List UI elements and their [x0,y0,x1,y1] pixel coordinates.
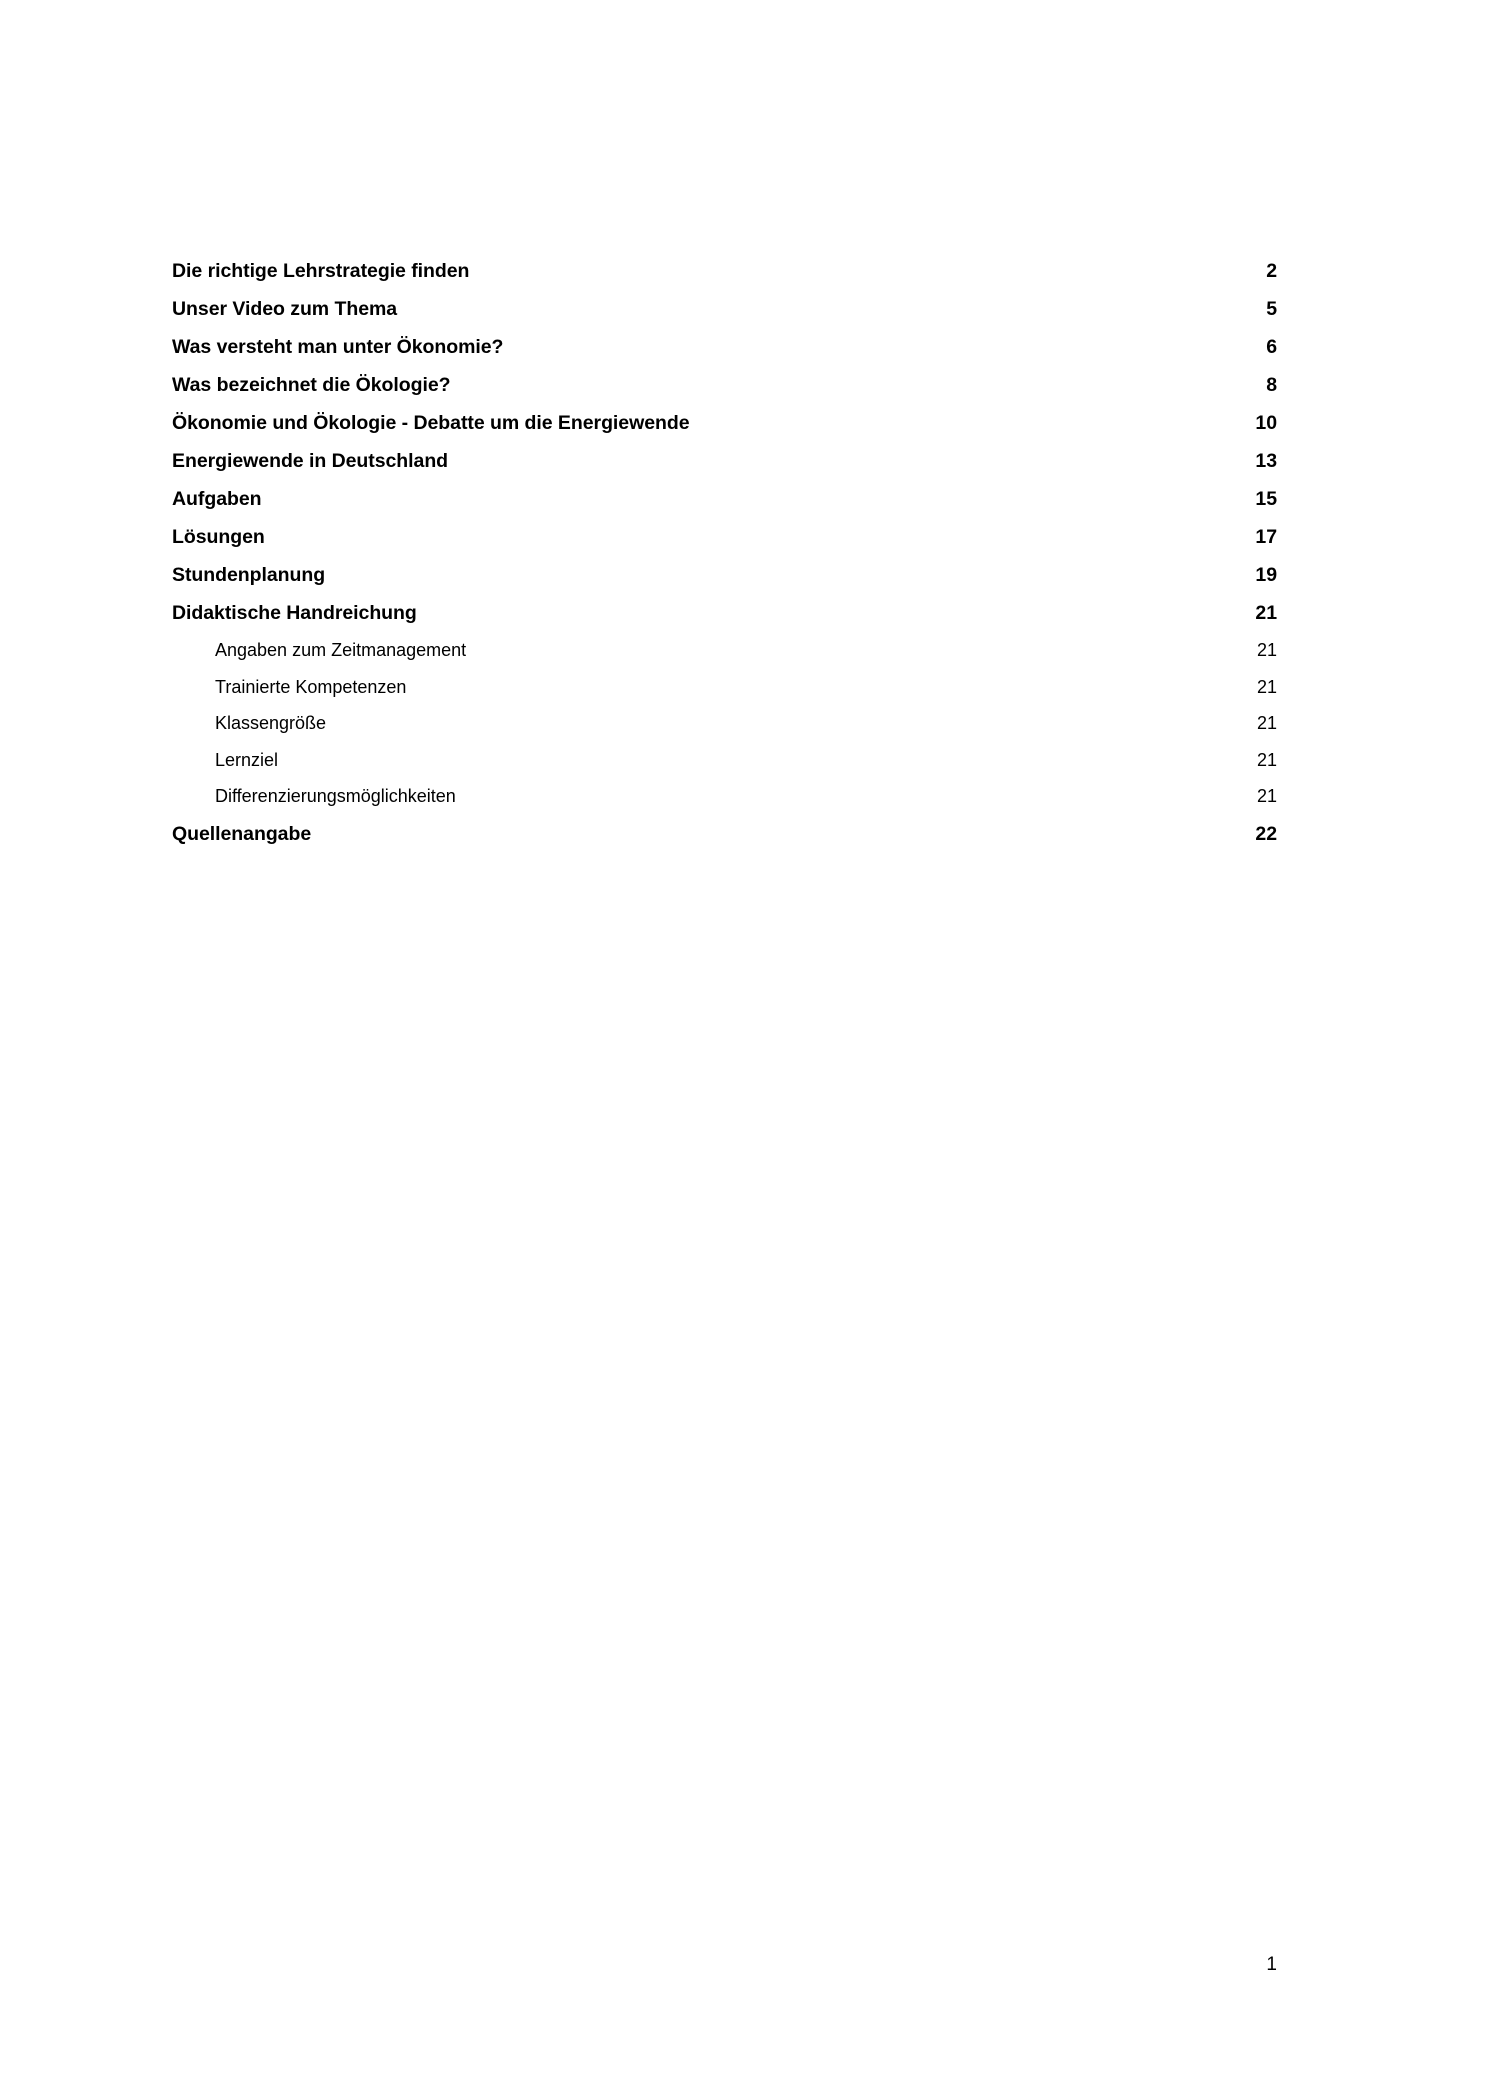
toc-entry[interactable] [172,632,1277,669]
toc-entry-label: Didaktische Handreichung [172,602,417,624]
toc-dot-leader [469,258,1264,278]
toc-dot-leader [690,410,1248,430]
toc-dot-leader [406,675,1249,693]
toc-entry[interactable] [172,518,1277,556]
toc-dot-leader [417,600,1254,620]
toc-entry[interactable] [172,594,1277,632]
toc-dot-leader [311,820,1247,840]
toc-entry-label: Lösungen [172,526,265,548]
footer-page-number: 1 [1266,1954,1277,1975]
toc-dot-leader [278,748,1255,766]
toc-entry-page-number: 21 [1256,713,1277,733]
toc-entry-page-number: 21 [1256,640,1277,660]
toc-dot-leader [451,372,1265,392]
toc-entry-page-number: 22 [1255,822,1277,845]
toc-entry-label: Was bezeichnet die Ökologie? [172,374,451,396]
toc-entry-label: Aufgaben [172,488,262,510]
toc-dot-leader [325,562,1247,582]
toc-entry-label: Energiewende in Deutschland [172,450,449,472]
toc-entry-label: Lernziel [215,749,279,770]
toc-dot-leader [456,784,1249,802]
toc-dot-leader [448,448,1247,468]
toc-entry[interactable] [172,290,1277,328]
toc-entry[interactable] [172,480,1277,518]
toc-entry[interactable] [172,742,1277,779]
toc-entry-page-number: 10 [1255,412,1277,434]
toc-entry-page-number: 8 [1266,374,1277,396]
toc-entry-page-number: 5 [1266,298,1277,320]
toc-dot-leader [326,711,1249,729]
toc-entry-page-number: 21 [1256,786,1277,806]
toc-dot-leader [262,486,1254,506]
toc-entry-label: Unser Video zum Thema [172,298,398,320]
toc-entry-label: Trainierte Kompetenzen [215,676,407,697]
toc-dot-leader [466,638,1249,656]
toc-entry-page-number: 13 [1255,450,1277,472]
toc-entry-page-number: 15 [1255,488,1277,510]
toc-dot-leader [265,524,1248,544]
toc-entry[interactable] [172,252,1277,290]
toc-entry[interactable] [172,366,1277,404]
toc-entry-label: Was versteht man unter Ökonomie? [172,336,504,358]
toc-entry-page-number: 17 [1255,526,1277,548]
toc-entry-page-number: 19 [1255,564,1277,586]
toc-entry[interactable] [172,815,1277,853]
toc-entry-label: Differenzierungsmöglichkeiten [215,786,456,806]
toc-entry[interactable] [172,669,1277,706]
toc-dot-leader [503,334,1264,354]
toc-entry-label: Die richtige Lehrstrategie finden [172,260,470,282]
toc-entry-page-number: 21 [1255,602,1277,624]
toc-dot-leader [397,296,1264,316]
toc-entry[interactable] [172,705,1277,742]
toc-entry[interactable] [172,556,1277,594]
toc-entry-page-number: 2 [1266,260,1277,282]
toc-entry-label: Klassengröße [215,713,327,733]
toc-entry[interactable] [172,778,1277,815]
toc-entry-page-number: 21 [1256,676,1277,697]
toc-entry-label: Quellenangabe [172,822,312,845]
toc-entry[interactable] [172,442,1277,480]
toc-entry-label: Ökonomie und Ökologie - Debatte um die Energiewende [172,412,690,434]
table-of-contents [172,252,1277,853]
toc-entry-label: Stundenplanung [172,564,326,586]
toc-entry[interactable] [172,328,1277,366]
toc-entry[interactable] [172,404,1277,442]
toc-entry-page-number: 21 [1256,749,1277,770]
toc-entry-page-number: 6 [1266,336,1277,358]
toc-entry-label: Angaben zum Zeitmanagement [215,640,467,660]
